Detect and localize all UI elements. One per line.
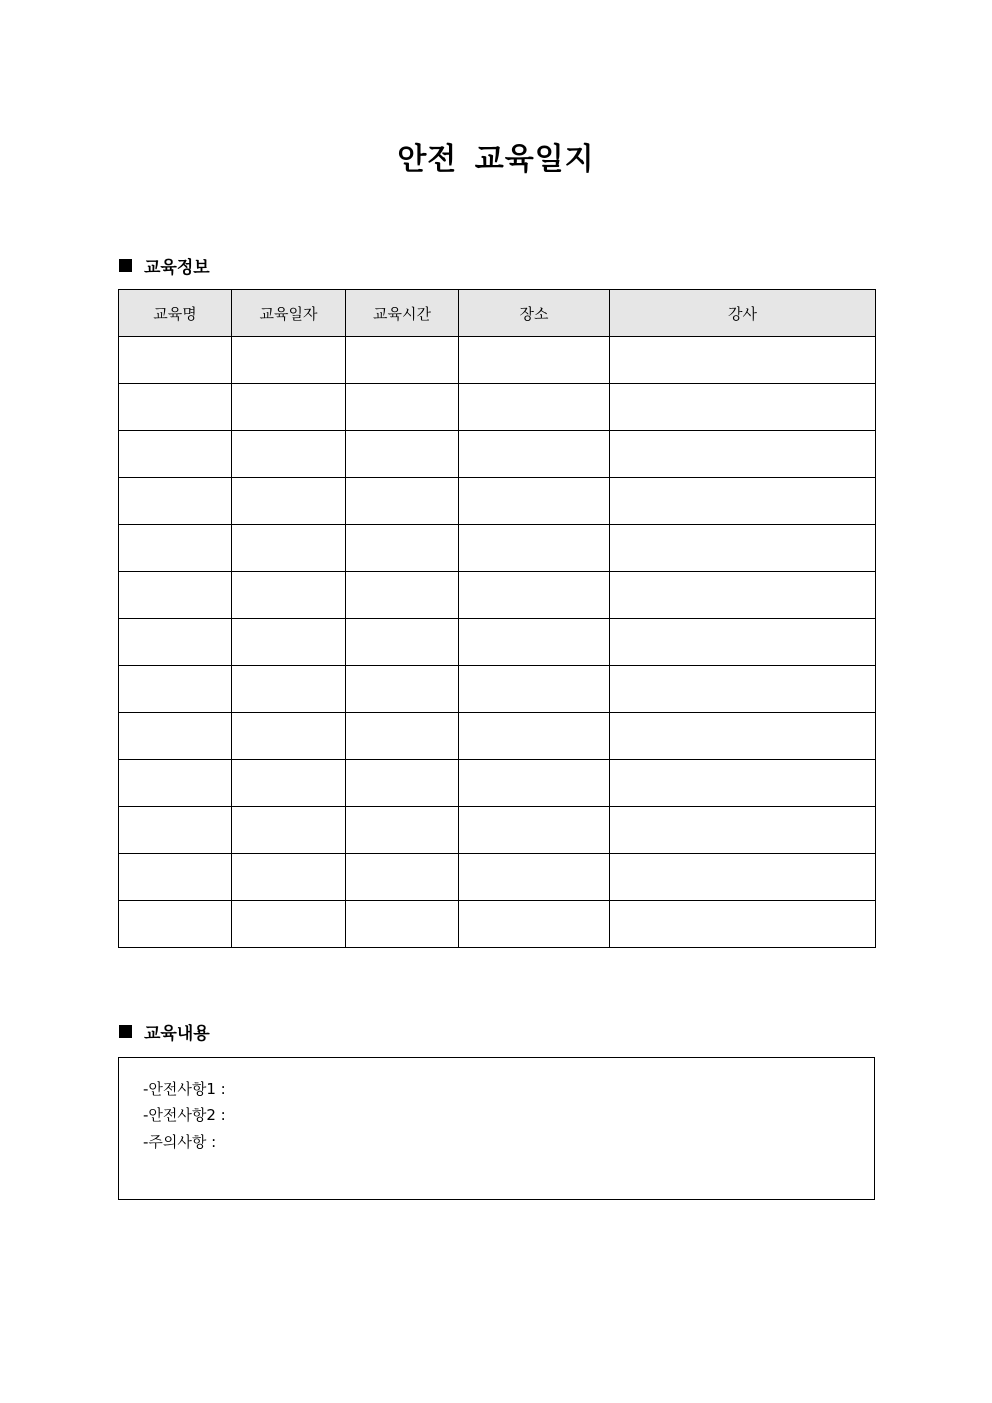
table-cell-date[interactable] [232, 901, 346, 948]
table-cell-name[interactable] [119, 619, 232, 666]
table-cell-name[interactable] [119, 807, 232, 854]
table-cell-location[interactable] [459, 807, 610, 854]
table-cell-date[interactable] [232, 337, 346, 384]
table-cell-name[interactable] [119, 478, 232, 525]
table-cell-location[interactable] [459, 431, 610, 478]
table-header-row [119, 290, 876, 337]
table-cell-date[interactable] [232, 760, 346, 807]
table-cell-time[interactable] [346, 666, 459, 713]
table-cell-time[interactable] [346, 478, 459, 525]
content-line-safety-item-2: -안전사항2 : [143, 1106, 226, 1124]
table-row [119, 384, 876, 431]
table-cell-location[interactable] [459, 713, 610, 760]
table-cell-date[interactable] [232, 478, 346, 525]
table-row [119, 760, 876, 807]
table-row [119, 619, 876, 666]
table-row [119, 854, 876, 901]
education-content-box[interactable] [118, 1057, 875, 1200]
table-cell-instructor[interactable] [610, 666, 876, 713]
table-cell-time[interactable] [346, 713, 459, 760]
table-cell-location[interactable] [459, 478, 610, 525]
table-cell-location[interactable] [459, 384, 610, 431]
table-row [119, 337, 876, 384]
table-cell-name[interactable] [119, 760, 232, 807]
education-info-table [118, 289, 876, 948]
table-row [119, 901, 876, 948]
column-header-name: 교육명 [119, 290, 232, 337]
table-cell-date[interactable] [232, 431, 346, 478]
table-cell-date[interactable] [232, 384, 346, 431]
column-header-time: 교육시간 [346, 290, 459, 337]
table-cell-instructor[interactable] [610, 901, 876, 948]
table-cell-instructor[interactable] [610, 478, 876, 525]
square-bullet-icon [119, 259, 132, 272]
table-cell-date[interactable] [232, 807, 346, 854]
table-cell-location[interactable] [459, 572, 610, 619]
table-cell-location[interactable] [459, 854, 610, 901]
table-cell-name[interactable] [119, 572, 232, 619]
table-cell-name[interactable] [119, 337, 232, 384]
table-cell-time[interactable] [346, 807, 459, 854]
table-cell-location[interactable] [459, 760, 610, 807]
section-heading-label: 교육내용 [144, 1023, 210, 1044]
section-heading-label: 교육정보 [144, 257, 210, 278]
table-row [119, 572, 876, 619]
table-cell-instructor[interactable] [610, 431, 876, 478]
table-cell-time[interactable] [346, 337, 459, 384]
table-cell-time[interactable] [346, 431, 459, 478]
table-row [119, 525, 876, 572]
section-heading-education-content [119, 1020, 210, 1042]
table-row [119, 666, 876, 713]
table-cell-date[interactable] [232, 713, 346, 760]
table-cell-instructor[interactable] [610, 807, 876, 854]
table-row [119, 431, 876, 478]
column-header-date: 교육일자 [232, 290, 346, 337]
table-cell-location[interactable] [459, 337, 610, 384]
table-row [119, 713, 876, 760]
table-cell-instructor[interactable] [610, 384, 876, 431]
content-line-safety-item-1: -안전사항1 : [143, 1080, 226, 1098]
table-cell-time[interactable] [346, 572, 459, 619]
table-cell-instructor[interactable] [610, 760, 876, 807]
table-cell-name[interactable] [119, 901, 232, 948]
table-cell-name[interactable] [119, 384, 232, 431]
table-cell-date[interactable] [232, 525, 346, 572]
table-cell-time[interactable] [346, 760, 459, 807]
table-cell-instructor[interactable] [610, 337, 876, 384]
table-cell-date[interactable] [232, 854, 346, 901]
content-line-caution: -주의사항 : [143, 1133, 217, 1151]
table-cell-time[interactable] [346, 619, 459, 666]
table-cell-instructor[interactable] [610, 713, 876, 760]
table-cell-location[interactable] [459, 619, 610, 666]
square-bullet-icon [119, 1025, 132, 1038]
page-title: 안전 교육일지 [397, 142, 595, 177]
column-header-location: 장소 [459, 290, 610, 337]
table-cell-instructor[interactable] [610, 572, 876, 619]
table-cell-time[interactable] [346, 854, 459, 901]
table-cell-instructor[interactable] [610, 854, 876, 901]
table-row [119, 478, 876, 525]
table-cell-date[interactable] [232, 666, 346, 713]
table-cell-location[interactable] [459, 901, 610, 948]
table-cell-instructor[interactable] [610, 525, 876, 572]
table-cell-name[interactable] [119, 713, 232, 760]
table-row [119, 807, 876, 854]
table-cell-time[interactable] [346, 525, 459, 572]
table-cell-location[interactable] [459, 525, 610, 572]
section-heading-education-info [119, 254, 210, 276]
table-cell-time[interactable] [346, 901, 459, 948]
table-cell-name[interactable] [119, 431, 232, 478]
table-cell-time[interactable] [346, 384, 459, 431]
table-cell-name[interactable] [119, 525, 232, 572]
table-cell-date[interactable] [232, 619, 346, 666]
table-cell-name[interactable] [119, 854, 232, 901]
table-cell-location[interactable] [459, 666, 610, 713]
table-cell-instructor[interactable] [610, 619, 876, 666]
column-header-instructor: 강사 [610, 290, 876, 337]
table-cell-name[interactable] [119, 666, 232, 713]
table-cell-date[interactable] [232, 572, 346, 619]
